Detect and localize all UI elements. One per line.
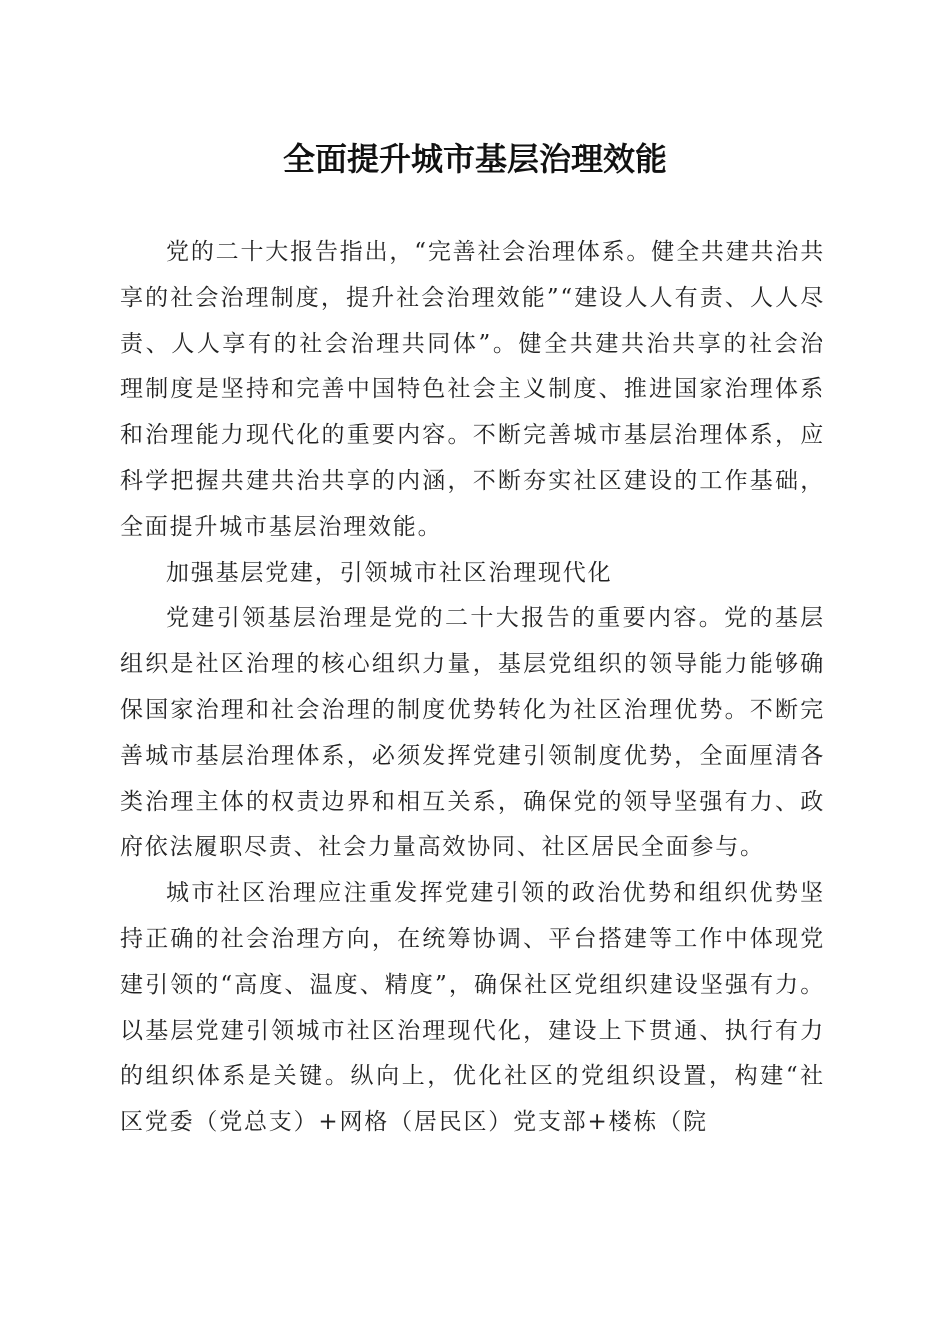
section-heading: 加强基层党建，引领城市社区治理现代化 [166,559,613,586]
document-body [120,230,825,1146]
paragraph-intro: 党的二十大报告指出，“完善社会治理体系。健全共建共治共享的社会治理制度，提升社会治理效能”“建设人人有责、人人尽责、人人享有的社会治理共同体”。健全共建共治共享的社会治理制度是坚持和完善中国特色社会主义制度、推进国家治理体系和治理能力现代化的重要内容。不断完善城市基层治理体系，应科学把握共建共治共享的内涵，不断夯实社区建设的工作基础，全面提升城市基层治理效能。 [120,239,825,540]
paragraph-community-governance: 城市社区治理应注重发挥党建引领的政治优势和组织优势坚持正确的社会治理方向，在统筹协调、平台搭建等工作中体现党建引领的“高度、温度、精度”，确保社区党组织建设坚强有力。以基层党建引领城市社区治理现代化，建设上下贯通、执行有力的组织体系是关键。纵向上，优化社区的党组织设置，构建“社区党委（党总支）+网格（居民区）党支部+楼栋（院 [120,880,825,1136]
paragraph-party-building: 党建引领基层治理是党的二十大报告的重要内容。党的基层组织是社区治理的核心组织力量，基层党组织的领导能力能够确保国家治理和社会治理的制度优势转化为社区治理优势。不断完善城市基层治理体系，必须发挥党建引领制度优势，全面厘清各类治理主体的权责边界和相互关系，确保党的领导坚强有力、政府依法履职尽责、社会力量高效协同、社区居民全面参与。 [120,605,825,861]
document-title: 全面提升城市基层治理效能 [282,140,667,178]
